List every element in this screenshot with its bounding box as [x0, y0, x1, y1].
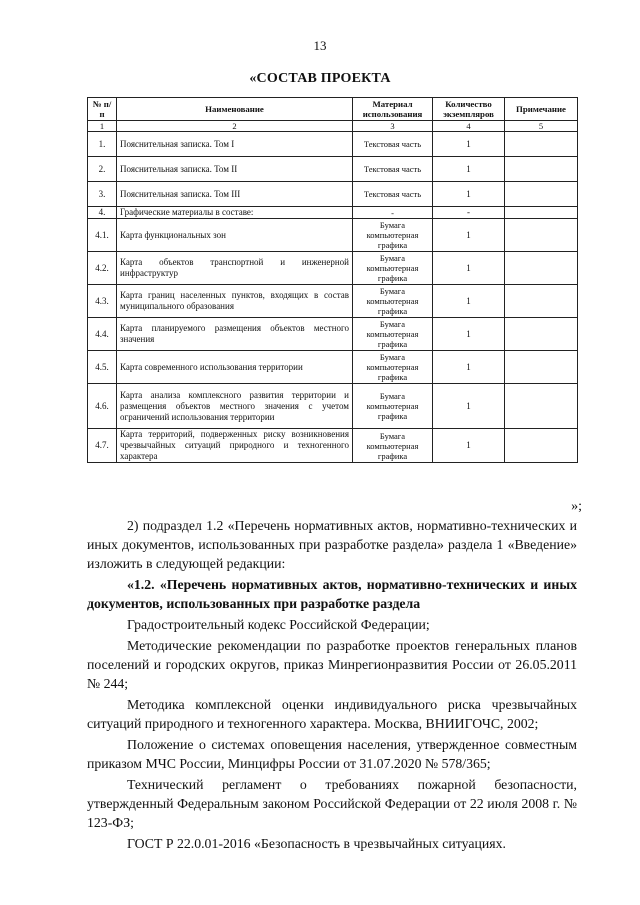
column-number-row [88, 121, 578, 132]
row-note [505, 182, 578, 207]
row-note [505, 429, 578, 463]
row-note [505, 351, 578, 384]
row-name: Пояснительная записка. Том I [117, 132, 353, 157]
table-row [88, 351, 578, 384]
paragraph: Методические рекомендации по разработке проектов генеральных планов поселений и городских округов, приказ Минрегионразвития России от 26.05.2011 № 244; [87, 638, 577, 691]
column-number: 4 [433, 121, 505, 132]
row-material: Текстовая часть [353, 157, 433, 182]
table-row [88, 219, 578, 252]
column-number: 5 [505, 121, 578, 132]
row-material: Текстовая часть [353, 182, 433, 207]
table-closing-mark: »; [571, 499, 582, 514]
row-name: Карта территорий, подверженных риску возникновения чрезвычайных ситуаций природного и техногенного характера [117, 429, 353, 463]
row-material: Бумага компьютерная графика [353, 318, 433, 351]
paragraph: Технический регламент о требованиях пожарной безопасности, утвержденный Федеральным законом Российской Федерации от 22 июля 2008 г. № 123-ФЗ; [87, 777, 577, 830]
row-quantity: 1 [433, 429, 505, 463]
row-number: 1. [88, 132, 117, 157]
row-number: 4. [88, 207, 117, 219]
project-composition-table [87, 97, 578, 463]
row-quantity: 1 [433, 219, 505, 252]
row-number: 4.5. [88, 351, 117, 384]
subsection-heading: «1.2. «Перечень нормативных актов, нормативно-технических и иных документов, использованных при разработке раздела [87, 577, 577, 611]
table-row [88, 157, 578, 182]
row-material: Бумага компьютерная графика [353, 219, 433, 252]
table-row [88, 252, 578, 285]
row-note [505, 384, 578, 429]
row-number: 2. [88, 157, 117, 182]
row-quantity: 1 [433, 318, 505, 351]
row-name: Пояснительная записка. Том III [117, 182, 353, 207]
paragraph: 2) подраздел 1.2 «Перечень нормативных актов, нормативно-технических и иных документов, использованных при разработке раздела» раздела 1 «Введение» изложить в следующей редакции: [87, 518, 577, 571]
row-material: Бумага компьютерная графика [353, 351, 433, 384]
row-name: Карта объектов транспортной и инженерной инфраструктур [117, 252, 353, 285]
header-quantity: Количество экземпляров [433, 98, 505, 121]
table-row [88, 132, 578, 157]
column-number: 1 [88, 121, 117, 132]
row-number: 4.3. [88, 285, 117, 318]
row-quantity: - [433, 207, 505, 219]
section-title: «СОСТАВ ПРОЕКТА [249, 71, 391, 86]
header-name: Наименование [117, 98, 353, 121]
row-name: Карта анализа комплексного развития территории и размещения объектов местного значения с учетом ограничений использования территории [117, 384, 353, 429]
row-material: Бумага компьютерная графика [353, 429, 433, 463]
table-row [88, 384, 578, 429]
row-quantity: 1 [433, 351, 505, 384]
row-quantity: 1 [433, 132, 505, 157]
row-quantity: 1 [433, 384, 505, 429]
row-note [505, 157, 578, 182]
row-name: Карта функциональных зон [117, 219, 353, 252]
header-number: № п/п [88, 98, 117, 121]
row-quantity: 1 [433, 157, 505, 182]
row-number: 3. [88, 182, 117, 207]
row-quantity: 1 [433, 285, 505, 318]
table-header-row [88, 98, 578, 121]
row-material: Бумага компьютерная графика [353, 252, 433, 285]
body-text [87, 516, 577, 855]
row-note [505, 207, 578, 219]
row-number: 4.4. [88, 318, 117, 351]
row-material: Бумага компьютерная графика [353, 384, 433, 429]
row-quantity: 1 [433, 252, 505, 285]
row-material: Текстовая часть [353, 132, 433, 157]
row-number: 4.1. [88, 219, 117, 252]
row-note [505, 252, 578, 285]
header-material: Материал использования [353, 98, 433, 121]
paragraph: Положение о системах оповещения населения, утвержденное совместным приказом МЧС России, Минцифры России от 31.07.2020 № 578/365; [87, 737, 577, 771]
row-note [505, 219, 578, 252]
row-note [505, 318, 578, 351]
row-name: Карта границ населенных пунктов, входящих в состав муниципального образования [117, 285, 353, 318]
row-name: Графические материалы в составе: [117, 207, 353, 219]
header-note: Примечание [505, 98, 578, 121]
table-row [88, 207, 578, 219]
table-row [88, 182, 578, 207]
page-number: 13 [313, 38, 327, 53]
paragraph: Градостроительный кодекс Российской Федерации; [127, 617, 430, 632]
row-note [505, 132, 578, 157]
table-row [88, 318, 578, 351]
row-name: Карта современного использования территории [117, 351, 353, 384]
row-number: 4.2. [88, 252, 117, 285]
row-name: Карта планируемого размещения объектов местного значения [117, 318, 353, 351]
column-number: 3 [353, 121, 433, 132]
table-row [88, 429, 578, 463]
column-number: 2 [117, 121, 353, 132]
paragraph: ГОСТ Р 22.0.01-2016 «Безопасность в чрезвычайных ситуациях. [127, 836, 506, 851]
row-number: 4.6. [88, 384, 117, 429]
row-note [505, 285, 578, 318]
table-row [88, 285, 578, 318]
row-name: Пояснительная записка. Том II [117, 157, 353, 182]
row-quantity: 1 [433, 182, 505, 207]
row-number: 4.7. [88, 429, 117, 463]
paragraph: Методика комплексной оценки индивидуального риска чрезвычайных ситуаций природного и техногенного характера. Москва, ВНИИГОЧС, 2002; [87, 697, 577, 731]
row-material: Бумага компьютерная графика [353, 285, 433, 318]
row-material: - [353, 207, 433, 219]
